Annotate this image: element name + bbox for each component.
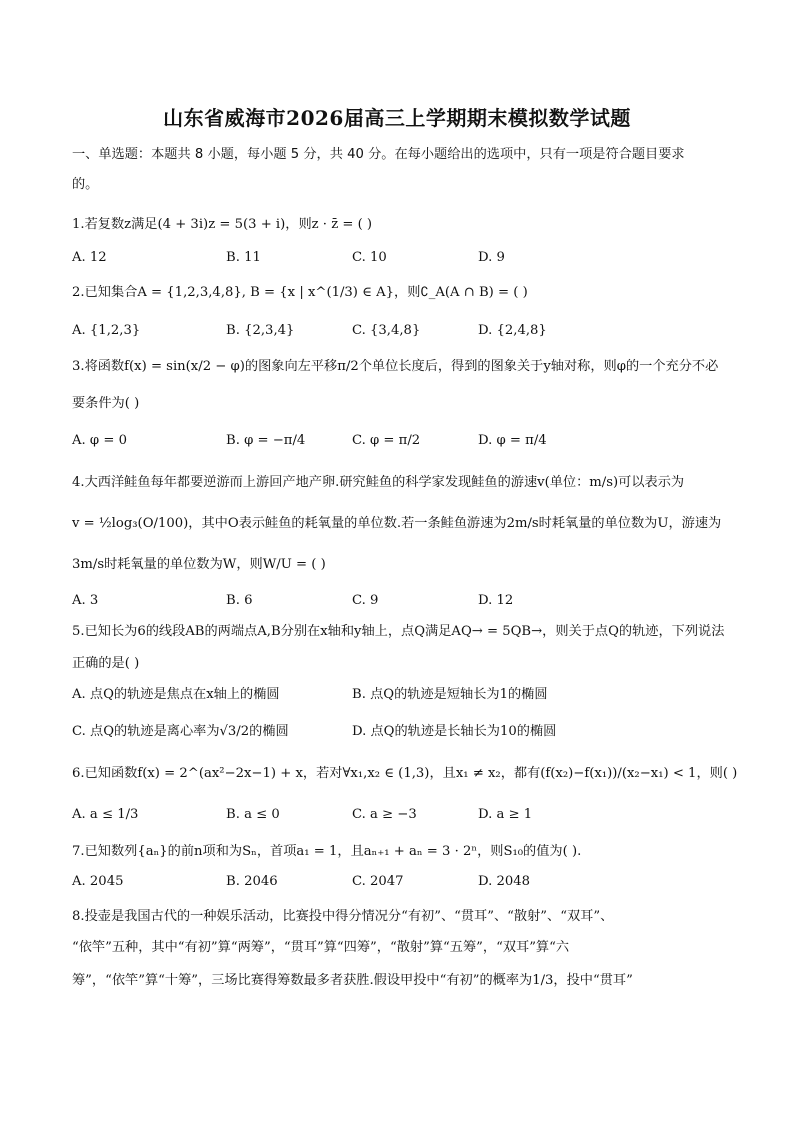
q4-option-c: C. 9 bbox=[352, 593, 379, 608]
q3-option-b: B. φ = −π/4 bbox=[226, 433, 306, 448]
q7-option-d: D. 2048 bbox=[478, 874, 531, 889]
q4-option-d: D. 12 bbox=[478, 593, 514, 608]
q3-option-a: A. φ = 0 bbox=[72, 433, 127, 448]
question-5-line1: 5.已知长为6的线段AB的两端点A,B分别在x轴和y轴上，点Q满足AQ→ = 5QB→，则关于点Q的轨迹，下列说法 bbox=[72, 624, 725, 639]
question-4-line3: 3m/s时耗氧量的单位数为W，则W/U = ( ) bbox=[72, 557, 326, 572]
section-instructions-line2: 的。 bbox=[72, 177, 99, 192]
q7-option-b: B. 2046 bbox=[226, 874, 278, 889]
q2-option-d: D. {2,4,8} bbox=[478, 323, 547, 338]
q1-option-a: A. 12 bbox=[72, 250, 107, 265]
q1-option-b: B. 11 bbox=[226, 250, 261, 265]
q6-option-b: B. a ≤ 0 bbox=[226, 807, 280, 822]
q5-option-c: C. 点Q的轨迹是离心率为√3/2的椭圆 bbox=[72, 724, 289, 739]
q1-option-d: D. 9 bbox=[478, 250, 505, 265]
question-4-line2: v = ½log₃(O/100)，其中O表示鲑鱼的耗氧量的单位数.若一条鲑鱼游速为2m/s时耗氧量的单位数为U，游速为 bbox=[72, 516, 722, 531]
q6-option-d: D. a ≥ 1 bbox=[478, 807, 533, 822]
q4-option-b: B. 6 bbox=[226, 593, 253, 608]
question-3-line2: 要条件为( ) bbox=[72, 396, 140, 411]
q7-option-c: C. 2047 bbox=[352, 874, 404, 889]
q5-option-d: D. 点Q的轨迹是长轴长为10的椭圆 bbox=[352, 724, 557, 739]
q4-option-a: A. 3 bbox=[72, 593, 99, 608]
q2-option-c: C. {3,4,8} bbox=[352, 323, 421, 338]
q3-option-d: D. φ = π/4 bbox=[478, 433, 547, 448]
question-2: 2.已知集合A = {1,2,3,4,8}, B = {x | x^(1/3) ∈ A}，则∁_A(A ∩ B) = ( ) bbox=[72, 285, 528, 300]
question-3-line1: 3.将函数f(x) = sin(x/2 − φ)的图象向左平移π/2个单位长度后，得到的图象关于y轴对称，则φ的一个充分不必 bbox=[72, 359, 719, 374]
q3-option-c: C. φ = π/2 bbox=[352, 433, 421, 448]
question-8-line3: 筹”，“依竿”算“十筹”，三场比赛得筹数最多者获胜.假设甲投中“有初”的概率为1/3，投中“贯耳” bbox=[72, 973, 633, 988]
question-4-line1: 4.大西洋鲑鱼每年都要逆游而上游回产地产卵.研究鲑鱼的科学家发现鲑鱼的游速v(单位：m/s)可以表示为 bbox=[72, 475, 685, 490]
q2-option-b: B. {2,3,4} bbox=[226, 323, 295, 338]
question-7: 7.已知数列{aₙ}的前n项和为Sₙ，首项a₁ = 1，且aₙ₊₁ + aₙ = 3 · 2ⁿ，则S₁₀的值为( ). bbox=[72, 844, 582, 859]
q5-option-a: A. 点Q的轨迹是焦点在x轴上的椭圆 bbox=[72, 687, 280, 702]
q7-option-a: A. 2045 bbox=[72, 874, 124, 889]
q6-option-a: A. a ≤ 1/3 bbox=[72, 807, 139, 822]
section-instructions-line1: 一、单选题：本题共 8 小题，每小题 5 分，共 40 分。在每小题给出的选项中，只有一项是符合题目要求 bbox=[72, 147, 685, 162]
question-8-line2: “依竿”五种，其中“有初”算“两筹”，“贯耳”算“四筹”，“散射”算“五筹”，“双耳”算“六 bbox=[72, 940, 570, 955]
question-6: 6.已知函数f(x) = 2^(ax²−2x−1) + x，若对∀x₁,x₂ ∈ (1,3)，且x₁ ≠ x₂，都有(f(x₂)−f(x₁))/(x₂−x₁) < 1，则( ) bbox=[72, 766, 738, 781]
q2-option-a: A. {1,2,3} bbox=[72, 323, 141, 338]
q5-option-b: B. 点Q的轨迹是短轴长为1的椭圆 bbox=[352, 687, 548, 702]
page-title: 山东省威海市2026届高三上学期期末模拟数学试题 bbox=[163, 106, 631, 130]
question-5-line2: 正确的是( ) bbox=[72, 656, 140, 671]
question-1: 1.若复数z满足(4 + 3i)z = 5(3 + i)，则z · z̄ = ( ) bbox=[72, 217, 373, 232]
q6-option-c: C. a ≥ −3 bbox=[352, 807, 417, 822]
q1-option-c: C. 10 bbox=[352, 250, 387, 265]
question-8-line1: 8.投壶是我国古代的一种娱乐活动，比赛投中得分情况分“有初”、“贯耳”、“散射”、“双耳”、 bbox=[72, 909, 614, 924]
